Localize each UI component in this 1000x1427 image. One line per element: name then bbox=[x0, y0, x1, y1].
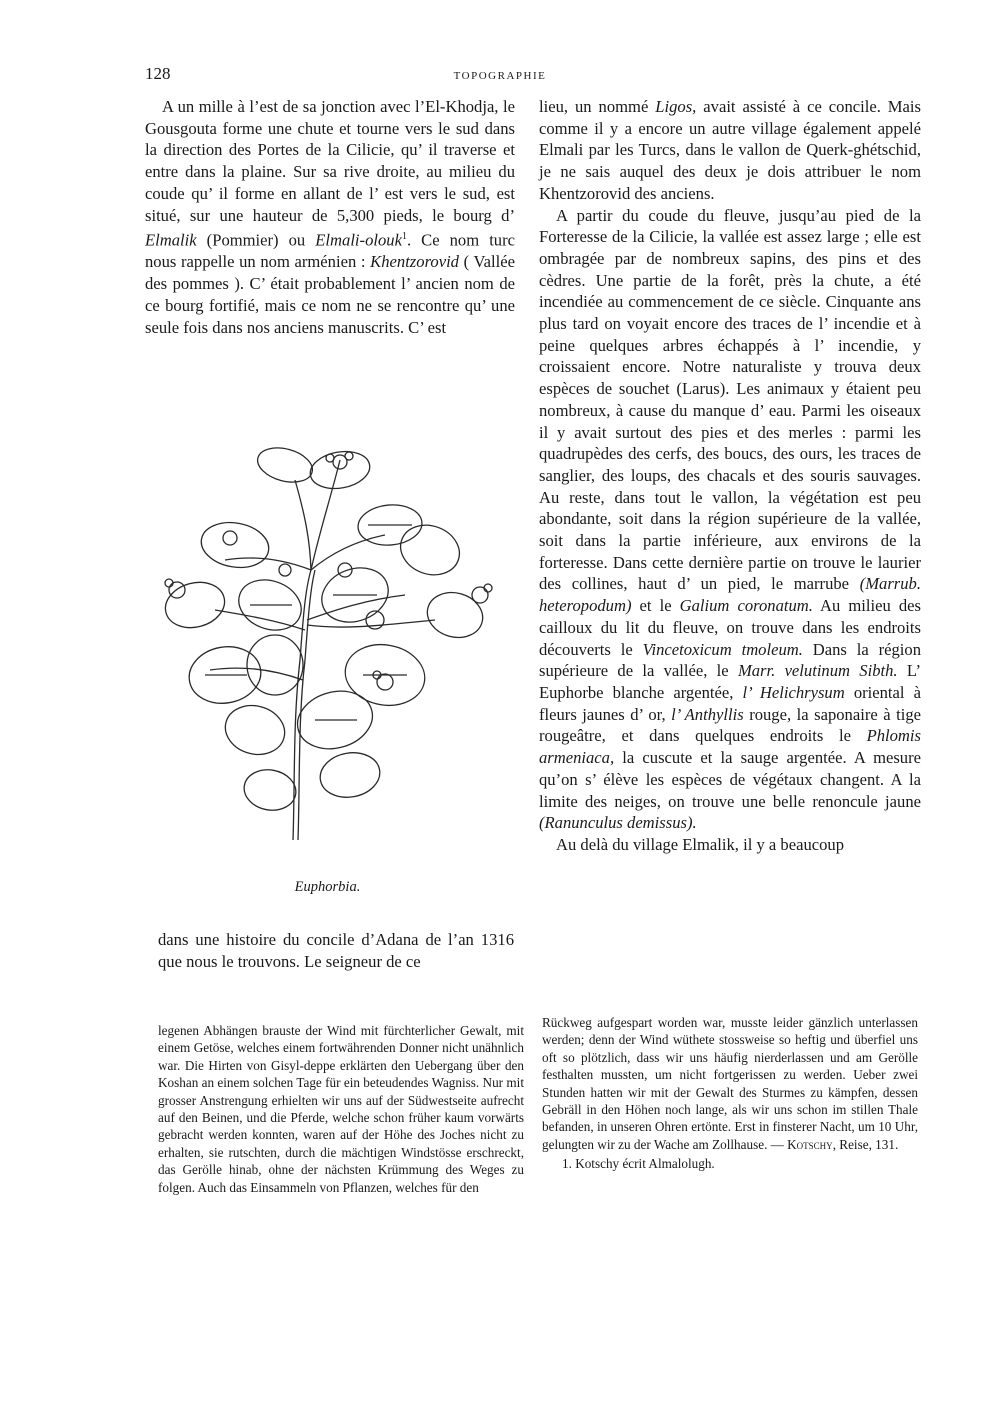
name-helichrysum: l’ Helichrysum bbox=[742, 682, 845, 702]
footnote-right-text: Rückweg aufgespart worden war, musste leider gänzlich unterlassen werden; denn der Wind wüthete stossweise so heftig und überfiel uns oft so plötzlich, dass wir uns häufig nierderlassen und am Gerölle festhalten mussten, um nicht fortgerissen zu werden. Ueber zwei Stunden hatten wir mit der Gewalt des Sturmes zu kämpfen, dessen Gebräll in den Höhen noch lange, als wir uns schon im stillen Thale befanden, in unseren Ohren ertönte. Erst in finsterer Nacht, um 10 Uhr, gelungten wir zu der Wache am Zollhause. — Kotschy, Reise, 131. bbox=[542, 1015, 918, 1152]
name-elmalik: Elmalik bbox=[145, 230, 197, 250]
paragraph-vallee: A partir du coude du fleuve, jusqu’au pied de la Forteresse de la Cilicie, la vallée est assez large ; elle est ombragée par de nombreux sapins, des pins et des cèdres. Une partie de la forêt, près la chute, a été incendiée au commencement de ce siècle. Cinquante ans plus tard on voyait encore des traces de l’ incendie et à peine quelques arbres échappés à l’ incendie, y croissaient encore. Notre naturaliste y trouva deux espèces de souchet (Larus). Les animaux y étaient peu nombreux, à cause du manque d’ eau. Parmi les oiseaux il y avait surtout des pies et des merles : parmi les quadrupèdes des cerfs, des boucs, des ours, les traces de sanglier, des loups, des chacals et des souris sauvages. Au reste, dans tout le vallon, la végétation est peu abondante, soit dans la région supérieure de la vallée, soit dans la partie inférieure, aux environs de la forteresse. Dans cette dernière partie on trouve le laurier des collines, haut d’ un pied, le marrube (Marrub. heteropodum) et le Galium coronatum. Au milieu des cailloux du lit du fleuve, on trouve dans les endroits découverts le Vincetoxicum tmoleum. Dans la région supérieure de la vallée, le Marr. velutinum Sibth. L’ Euphorbe blanche argentée, l’ Helichrysum oriental à fleurs jaunes d’ or, l’ Anthyllis rouge, la saponaire à tige rougeâtre, et dans quelques endroits le Phlomis armeniaca, la cuscute et la sauge argentée. A mesure qu’on s’ élève les espèces de végétaux changent. A la limite des neiges, on trouve une belle renoncule jaune (Ranunculus demissus). bbox=[539, 205, 921, 833]
name-marrub: (Marrub. heteropodum) bbox=[539, 574, 921, 616]
name-vincetoxicum: Vincetoxicum tmoleum. bbox=[642, 639, 803, 659]
paragraph-elmalik: A un mille à l’est de sa jonction avec l’El-Khodja, le Gousgouta forme une chute et tourne vers le sud dans la direction des Portes de la Cilicie, qu’ il traverse et entre dans la plaine. Sur sa rive droite, au milieu du coude qu’ il forme en allant de l’ est vers le sud, est situé, sur une hauteur de 5,300 pieds, le bourg d’ Elmalik (Pommier) ou Elmali-olouk$^1$. Ce nom turc nous rappelle un nom arménien : Khentzorovid ( Vallée des pommes ). C’ était probablement l’ ancien nom de ce bourg fortifié, mais ce nom ne se rencontre qu’ une seule fois dans nos anciens manuscrits. C’ est bbox=[145, 97, 515, 337]
footnote-ref: 1 bbox=[401, 231, 407, 243]
footnote-left bbox=[158, 1022, 524, 1196]
paragraph-concile: dans une histoire du concile d’Adana de l’an 1316 que nous le trouvons. Le seigneur de ce bbox=[158, 930, 514, 971]
paragraph-ligos: lieu, un nommé Ligos, avait assisté à ce concile. Mais comme il y a encore un autre village également appelé Elmali par les Turcs, dans le vallon de Querk-ghétschid, je ne sais auquel des deux je dois attribuer le nom Khentzorovid des anciens. bbox=[539, 97, 921, 203]
author-kotschy: Kotschy bbox=[787, 1136, 833, 1152]
name-galium: Galium coronatum. bbox=[679, 596, 813, 616]
right-column bbox=[539, 96, 921, 856]
figure-caption: Euphorbia. bbox=[294, 879, 361, 895]
name-ligos: Ligos, bbox=[655, 97, 697, 116]
paragraph-au-dela: Au delà du village Elmalik, il y a beaucoup bbox=[556, 834, 845, 854]
name-anthyllis: l’ Anthyllis bbox=[671, 704, 744, 724]
page-number: 128 bbox=[145, 64, 171, 83]
footnote-1: 1. Kotschy écrit Almalolugh. bbox=[562, 1156, 715, 1172]
left-column-bottom bbox=[158, 929, 514, 972]
name-marr-velutinum: Marr. velutinum Sibth. bbox=[737, 661, 898, 681]
euphorbia-illustration bbox=[135, 420, 520, 860]
name-elmali-olouk: Elmali-olouk bbox=[315, 230, 402, 250]
running-title: TOPOGRAPHIE bbox=[453, 70, 547, 82]
footnote-right bbox=[542, 1014, 918, 1173]
name-khentzorovid: Khentzorovid bbox=[370, 252, 459, 272]
footnote-left-text: legenen Abhängen brauste der Wind mit fürchterlicher Gewalt, mit einem Getöse, welches einem fortwährenden Donner nicht unähnlich war. Die Hirten von Gisyl-deppe erklärten den Uebergang über den Koshan an einem solchen Tage für ein beteudendes Wagniss. Nur mit grosser Anstrengung erhielten wir uns auf der Südwestseite aufrecht auf den Beinen, und die Pferde, welche schon früher kaum vorwärts gebracht werden konnten, waren auf der Höhe des Joches nicht zu erhalten, sie rutschten, durch die mächtigen Windstösse erschreckt, das Gerölle hinab, ohne der nächsten Krümmung des Weges zu folgen. Auch das Einsammeln von Pflanzen, welches für den bbox=[158, 1023, 524, 1195]
name-phlomis: Phlomis armeniaca, bbox=[539, 726, 921, 768]
left-column-top bbox=[145, 96, 515, 338]
euphorbia-drawing bbox=[135, 420, 520, 860]
name-ranunculus: (Ranunculus demissus). bbox=[539, 813, 697, 833]
